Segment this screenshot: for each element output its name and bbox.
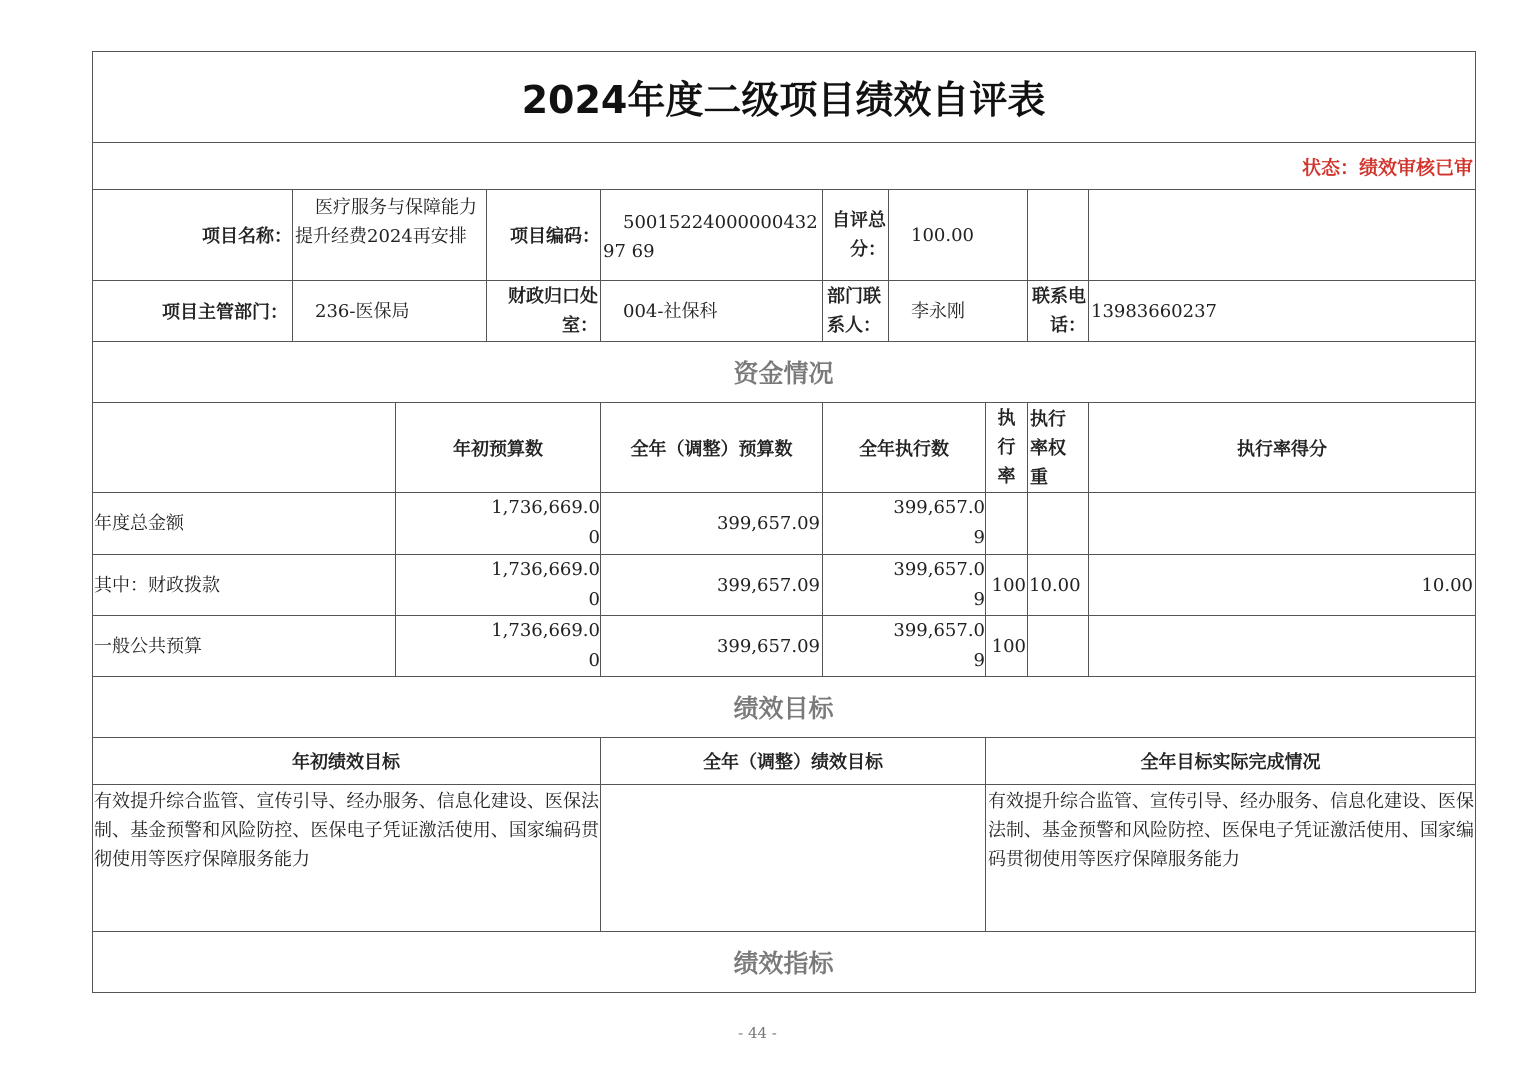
header-exec-rate: 执行率 <box>986 403 1028 493</box>
funds-row-weight: 10.00 <box>1028 555 1089 616</box>
funds-row-name: 年度总金额 <box>92 493 396 555</box>
funds-section-title: 资金情况 <box>92 342 1476 403</box>
funds-row-adjusted: 399,657.09 <box>601 493 823 555</box>
page-number: - 44 - <box>738 1024 777 1042</box>
funds-row-executed: 399,657.09 <box>823 616 986 677</box>
project-name-label: 项目名称： <box>92 190 293 281</box>
funds-row-adjusted: 399,657.09 <box>601 555 823 616</box>
funds-row-name: 其中：财政拨款 <box>92 555 396 616</box>
funds-row-name: 一般公共预算 <box>92 616 396 677</box>
finance-office-label: 财政归口处室： <box>487 281 601 342</box>
project-code-label: 项目编码： <box>487 190 601 281</box>
dept-value: 236-医保局 <box>293 281 487 342</box>
contact-label: 部门联系人： <box>823 281 889 342</box>
funds-row-score <box>1089 493 1476 555</box>
funds-row-initial: 1,736,669.00 <box>396 555 601 616</box>
funds-row-score: 10.00 <box>1089 555 1476 616</box>
funds-row-rate: 100 <box>986 616 1028 677</box>
status-row <box>92 143 1476 190</box>
empty-cell <box>1028 190 1089 281</box>
funds-row-weight <box>1028 493 1089 555</box>
funds-header-blank <box>92 403 396 493</box>
header-adjusted-budget: 全年（调整）预算数 <box>601 403 823 493</box>
funds-row-weight <box>1028 616 1089 677</box>
contact-value: 李永刚 <box>889 281 1028 342</box>
dept-label: 项目主管部门： <box>92 281 293 342</box>
phone-value: 13983660237 <box>1089 281 1476 342</box>
project-code-value: 5001522400000043297 69 <box>601 190 823 281</box>
page-title: 2024年度二级项目绩效自评表 <box>92 51 1476 143</box>
funds-row-executed: 399,657.09 <box>823 493 986 555</box>
self-score-label: 自评总分： <box>823 190 889 281</box>
header-exec-rate-score: 执行率得分 <box>1089 403 1476 493</box>
finance-office-value: 004-社保科 <box>601 281 823 342</box>
funds-row-rate <box>986 493 1028 555</box>
funds-row-initial: 1,736,669.00 <box>396 616 601 677</box>
header-initial-budget: 年初预算数 <box>396 403 601 493</box>
goals-initial-text: 有效提升综合监管、宣传引导、经办服务、信息化建设、医保法制、基金预警和风险防控、医保电子凭证激活使用、国家编码贯彻使用等医疗保障服务能力 <box>92 785 601 932</box>
goals-header-adjusted: 全年（调整）绩效目标 <box>601 738 986 785</box>
funds-row-score <box>1089 616 1476 677</box>
goals-actual-text: 有效提升综合监管、宣传引导、经办服务、信息化建设、医保法制、基金预警和风险防控、医保电子凭证激活使用、国家编码贯彻使用等医疗保障服务能力 <box>986 785 1476 932</box>
phone-label: 联系电话： <box>1028 281 1089 342</box>
funds-row-initial: 1,736,669.00 <box>396 493 601 555</box>
header-executed: 全年执行数 <box>823 403 986 493</box>
funds-row-executed: 399,657.09 <box>823 555 986 616</box>
funds-row-adjusted: 399,657.09 <box>601 616 823 677</box>
goals-adjusted-text <box>601 785 986 932</box>
indicators-section-title: 绩效指标 <box>92 932 1476 993</box>
self-score-value: 100.00 <box>889 190 1028 281</box>
goals-section-title: 绩效目标 <box>92 677 1476 738</box>
project-name-value: 医疗服务与保障能力提升经费2024再安排 <box>293 190 487 281</box>
goals-header-initial: 年初绩效目标 <box>92 738 601 785</box>
funds-row-rate: 100 <box>986 555 1028 616</box>
empty-cell <box>1089 190 1476 281</box>
status-badge: 状态：绩效审核已审 <box>1301 157 1473 179</box>
header-exec-rate-weight: 执行率权重 <box>1028 403 1089 493</box>
goals-header-actual: 全年目标实际完成情况 <box>986 738 1476 785</box>
